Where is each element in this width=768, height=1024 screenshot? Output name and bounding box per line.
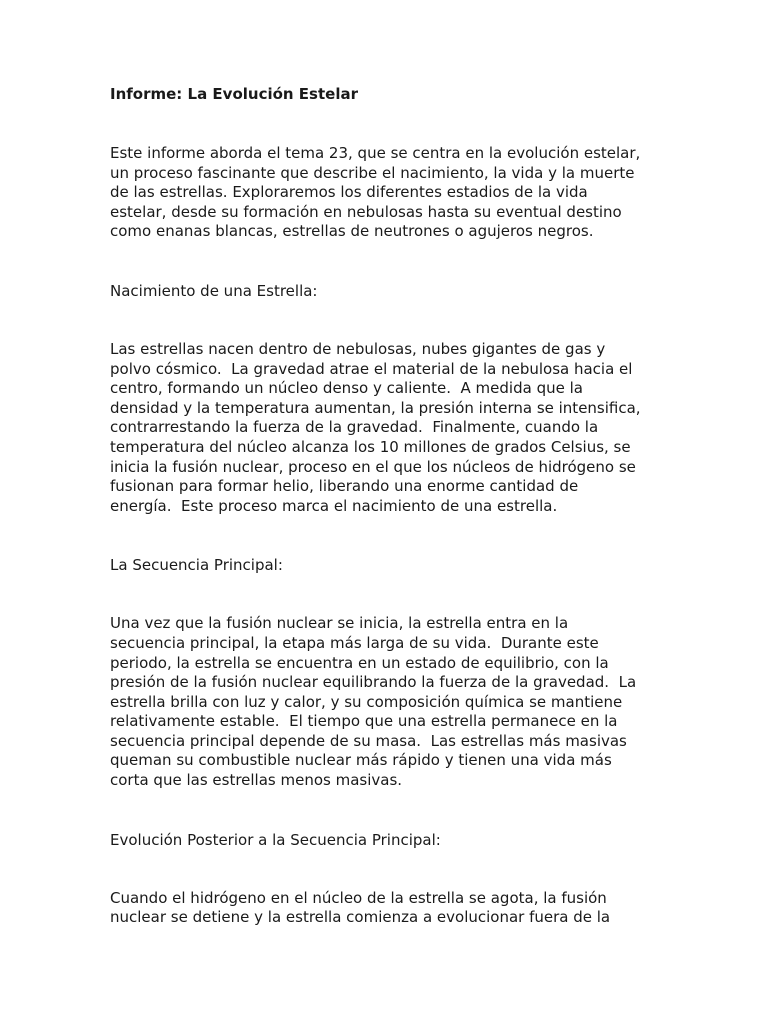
section-heading-post-main-sequence: Evolución Posterior a la Secuencia Principal:: [110, 830, 441, 849]
paragraph-line: estelar, desde su formación en nebulosas hasta su eventual destino: [110, 202, 622, 221]
paragraph-line: contrarrestando la fuerza de la gravedad. Finalmente, cuando la: [110, 418, 599, 437]
paragraph-line: polvo cósmico. La gravedad atrae el material de la nebulosa hacia el: [110, 359, 633, 378]
section-paragraph-post-main-sequence: [110, 889, 666, 928]
paragraph-line: secuencia principal depende de su masa. Las estrellas más masivas: [110, 731, 627, 750]
paragraph-line: relativamente estable. El tiempo que una estrella permanece en la: [110, 712, 618, 731]
paragraph-line: estrella brilla con luz y calor, y su composición química se mantiene: [110, 692, 623, 711]
paragraph-line: de las estrellas. Exploraremos los diferentes estadios de la vida: [110, 183, 588, 202]
paragraph-line: nuclear se detiene y la estrella comienza a evolucionar fuera de la: [110, 908, 611, 927]
paragraph-line: como enanas blancas, estrellas de neutrones o agujeros negros.: [110, 222, 594, 241]
paragraph-line: inicia la fusión nuclear, proceso en el que los núcleos de hidrógeno se: [110, 457, 636, 476]
paragraph-line: temperatura del núcleo alcanza los 10 millones de grados Celsius, se: [110, 437, 631, 456]
paragraph-line: Este informe aborda el tema 23, que se centra en la evolución estelar,: [110, 144, 641, 162]
intro-paragraph: [110, 144, 666, 242]
section-paragraph-birth: [110, 340, 666, 516]
paragraph-line: presión de la fusión nuclear equilibrando la fuerza de la gravedad. La: [110, 673, 637, 692]
paragraph-line: corta que las estrellas menos masivas.: [110, 771, 403, 790]
document-body: [110, 84, 666, 928]
paragraph-line: fusionan para formar helio, liberando una enorme cantidad de: [110, 477, 579, 496]
document-title: Informe: La Evolución Estelar: [110, 85, 358, 103]
paragraph-line: periodo, la estrella se encuentra en un estado de equilibrio, con la: [110, 653, 609, 672]
paragraph-line: Cuando el hidrógeno en el núcleo de la estrella se agota, la fusión: [110, 888, 607, 907]
section-heading-birth: Nacimiento de una Estrella:: [110, 281, 318, 300]
paragraph-line: Una vez que la fusión nuclear se inicia, la estrella entra en la: [110, 614, 569, 633]
paragraph-line: centro, formando un núcleo denso y caliente. A medida que la: [110, 379, 583, 398]
paragraph-line: energía. Este proceso marca el nacimiento de una estrella.: [110, 496, 558, 515]
section-paragraph-main-sequence: [110, 614, 666, 790]
paragraph-line: secuencia principal, la etapa más larga de su vida. Durante este: [110, 633, 599, 652]
paragraph-line: un proceso fascinante que describe el nacimiento, la vida y la muerte: [110, 163, 635, 182]
section-heading-main-sequence: La Secuencia Principal:: [110, 556, 283, 575]
paragraph-line: Las estrellas nacen dentro de nebulosas, nubes gigantes de gas y: [110, 339, 606, 358]
paragraph-line: queman su combustible nuclear más rápido y tienen una vida más: [110, 751, 612, 770]
paragraph-line: densidad y la temperatura aumentan, la presión interna se intensifica,: [110, 398, 641, 417]
